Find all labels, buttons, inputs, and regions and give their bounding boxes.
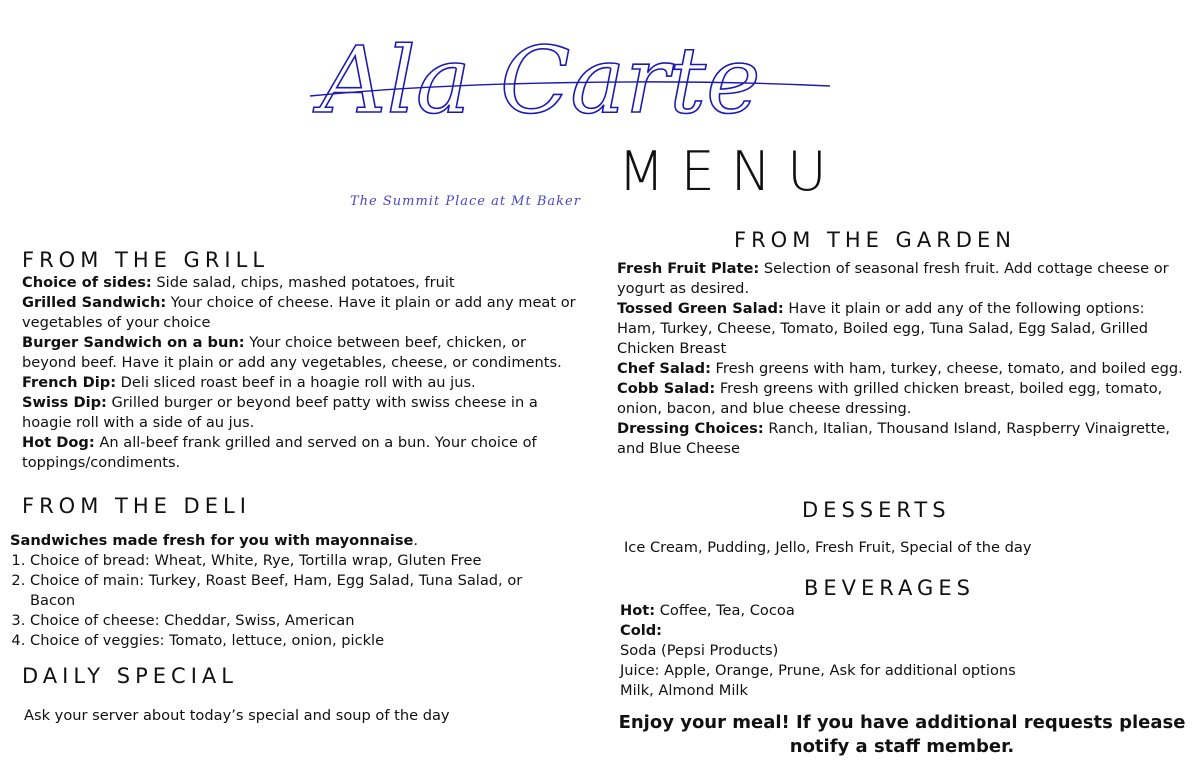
heading-desserts: DESSERTS	[802, 498, 951, 522]
list-item: 3. Choice of cheese: Cheddar, Swiss, American	[30, 611, 570, 631]
beverages-milk: Milk, Almond Milk	[620, 682, 748, 699]
grill-item-grilled-sandwich: Grilled Sandwich: Your choice of cheese. Have it plain or add any meat or vegetables of your choice	[22, 294, 576, 331]
beverages-juice: Juice: Apple, Orange, Prune, Ask for additional options	[620, 662, 1016, 679]
heading-from-the-deli: FROM THE DELI	[22, 494, 251, 518]
desserts-text: Ice Cream, Pudding, Jello, Fresh Fruit, Special of the day	[624, 539, 1032, 556]
script-title-ala-carte	[300, 20, 840, 140]
heading-from-the-garden: FROM THE GARDEN	[734, 228, 1016, 252]
script-title-text: Ala Carte	[320, 27, 761, 134]
daily-special-text: Ask your server about today’s special and soup of the day	[24, 707, 450, 724]
list-item: 1. Choice of bread: Wheat, White, Rye, Tortilla wrap, Gluten Free	[30, 551, 570, 571]
deli-intro: Sandwiches made fresh for you with mayonnaise.	[10, 532, 419, 549]
deli-block	[10, 531, 570, 651]
grill-item-swiss-dip: Swiss Dip: Grilled burger or beyond beef patty with swiss cheese in a hoagie roll with a side of au jus.	[22, 394, 538, 431]
grill-item-french-dip: French Dip: Deli sliced roast beef in a hoagie roll with au jus.	[22, 374, 476, 391]
menu-word: MENU	[618, 140, 843, 203]
garden-item-chef-salad: Chef Salad: Fresh greens with ham, turkey, cheese, tomato, and boiled egg.	[617, 360, 1183, 377]
beverages-hot: Hot: Coffee, Tea, Cocoa	[620, 602, 795, 619]
subtitle-venue: The Summit Place at Mt Baker	[350, 194, 581, 209]
heading-daily-special: DAILY SPECIAL	[22, 664, 238, 688]
deli-choices-list	[10, 551, 570, 651]
grill-item-burger: Burger Sandwich on a bun: Your choice between beef, chicken, or beyond beef. Have it plain or add any vegetables, cheese, or condiments.	[22, 334, 562, 371]
garden-item-dressings: Dressing Choices: Ranch, Italian, Thousand Island, Raspberry Vinaigrette, and Blue Cheese	[617, 420, 1171, 457]
garden-item-cobb-salad: Cobb Salad: Fresh greens with grilled chicken breast, boiled egg, tomato, onion, bacon, and blue cheese dressing.	[617, 380, 1163, 417]
garden-item-fruit-plate: Fresh Fruit Plate: Selection of seasonal fresh fruit. Add cottage cheese or yogurt as desired.	[617, 260, 1169, 297]
grill-item-hot-dog: Hot Dog: An all-beef frank grilled and served on a bun. Your choice of toppings/condiments.	[22, 434, 537, 471]
heading-beverages: BEVERAGES	[804, 576, 975, 600]
beverages-cold-label: Cold:	[620, 622, 663, 639]
heading-from-the-grill: FROM THE GRILL	[22, 248, 270, 272]
beverages-soda: Soda (Pepsi Products)	[620, 642, 779, 659]
script-title-svg	[300, 20, 840, 140]
beverages-block	[620, 601, 1180, 701]
garden-item-tossed-salad: Tossed Green Salad: Have it plain or add any of the following options: Ham, Turkey, Cheese, Tomato, Boiled egg, Tuna Salad, Egg Salad, Grilled Chicken Breast	[617, 300, 1148, 357]
list-item: 4. Choice of veggies: Tomato, lettuce, onion, pickle	[30, 631, 570, 651]
garden-items	[617, 259, 1187, 459]
list-item: 2. Choice of main: Turkey, Roast Beef, Ham, Egg Salad, Tuna Salad, or Bacon	[30, 571, 570, 611]
closing-message: Enjoy your meal! If you have additional requests please notify a staff member.	[618, 712, 1186, 757]
grill-item-sides: Choice of sides: Side salad, chips, mashed potatoes, fruit	[22, 274, 455, 291]
grill-items	[22, 273, 582, 473]
